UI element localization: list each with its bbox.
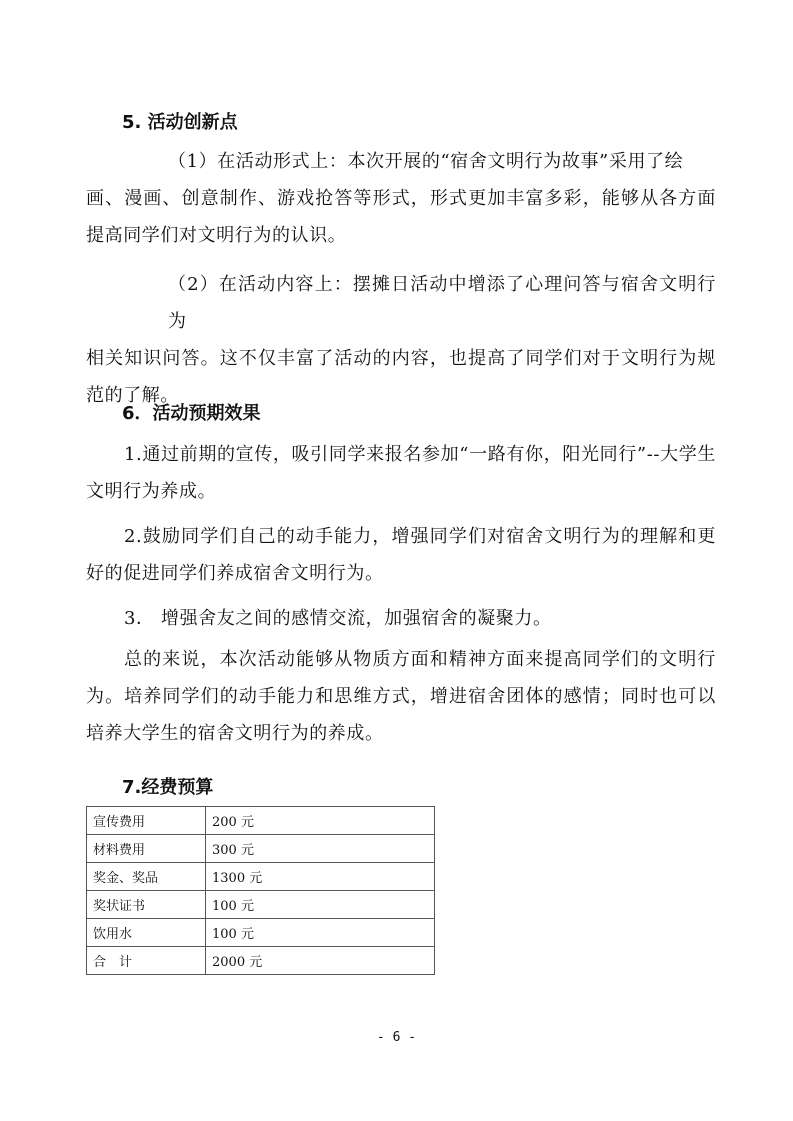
table-row <box>87 863 435 891</box>
section-5-heading: 5. 活动创新点 <box>122 112 238 133</box>
budget-item: 奖状证书 <box>87 891 206 919</box>
budget-amount: 200 元 <box>206 807 435 835</box>
budget-table <box>86 806 435 975</box>
table-row <box>87 947 435 975</box>
section-6-item-3: 3． 增强舍友之间的感情交流，加强宿舍的凝聚力。 <box>124 608 552 629</box>
budget-total-amount: 2000 元 <box>206 947 435 975</box>
budget-item: 奖金、奖品 <box>87 863 206 891</box>
section-6-item-1: 1.通过前期的宣传，吸引同学来报名参加“一路有你，阳光同行”--大学生文明行为养成。 <box>86 444 716 502</box>
section-6-heading: 6．活动预期效果 <box>122 403 261 424</box>
section-5-paragraph-2-head: （2）在活动内容上：摆摊日活动中增添了心理问答与宿舍文明行为 <box>168 274 716 332</box>
section-5-paragraph-1-rest: 画、漫画、创意制作、游戏抢答等形式，形式更加丰富多彩，能够从各方面提高同学们对文明行为的认识。 <box>86 188 716 246</box>
table-row <box>87 835 435 863</box>
section-7-heading: 7.经费预算 <box>122 777 214 798</box>
section-5-paragraph-2-rest: 相关知识问答。这不仅丰富了活动的内容，也提高了同学们对于文明行为规范的了解。 <box>86 348 716 406</box>
budget-amount: 1300 元 <box>206 863 435 891</box>
table-row <box>87 919 435 947</box>
page-number: - 6 - <box>376 1030 417 1045</box>
section-5-paragraph-1-head: （1）在活动形式上：本次开展的“宿舍文明行为故事”采用了绘 <box>168 151 684 172</box>
budget-amount: 100 元 <box>206 919 435 947</box>
table-row <box>87 891 435 919</box>
budget-item: 宣传费用 <box>87 807 206 835</box>
budget-item: 材料费用 <box>87 835 206 863</box>
section-6-item-2: 2.鼓励同学们自己的动手能力，增强同学们对宿舍文明行为的理解和更好的促进同学们养成宿舍文明行为。 <box>86 526 716 584</box>
table-row <box>87 807 435 835</box>
budget-item: 饮用水 <box>87 919 206 947</box>
budget-amount: 100 元 <box>206 891 435 919</box>
section-6-summary: 总的来说，本次活动能够从物质方面和精神方面来提高同学们的文明行为。培养同学们的动手能力和思维方式，增进宿舍团体的感情；同时也可以培养大学生的宿舍文明行为的养成。 <box>86 649 716 744</box>
section-5-paragraph-1 <box>86 143 716 254</box>
budget-total-label: 合 计 <box>87 947 206 975</box>
budget-amount: 300 元 <box>206 835 435 863</box>
